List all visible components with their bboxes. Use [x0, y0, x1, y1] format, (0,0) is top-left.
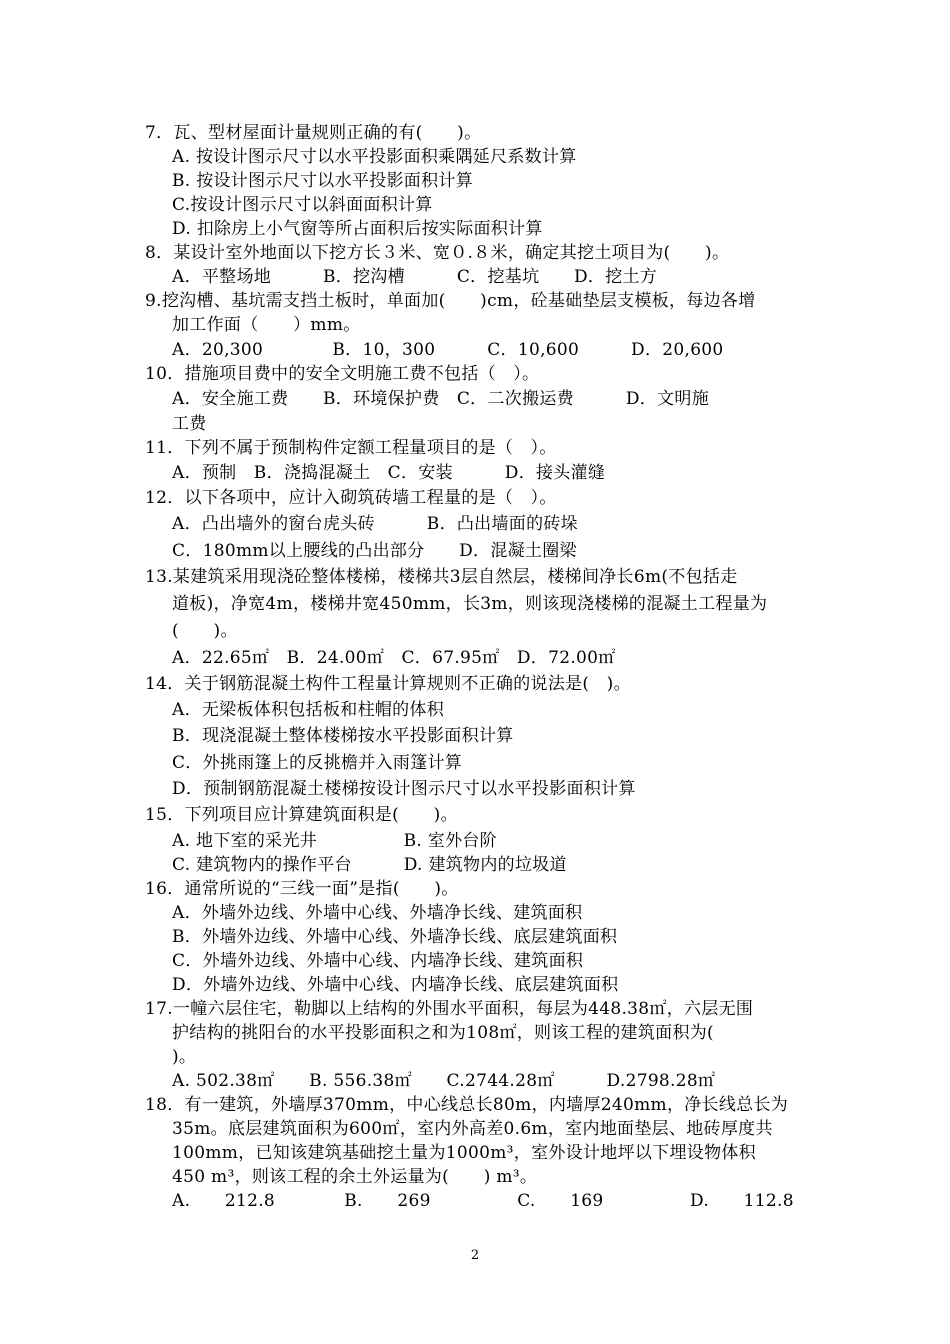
question-16-option-a: A．外墙外边线、外墙中心线、外墙净长线、建筑面积 [172, 903, 583, 923]
question-14-option-c: C．外挑雨篷上的反挑檐并入雨篷计算 [172, 753, 463, 773]
question-14-option-b: B．现浇混凝土整体楼梯按水平投影面积计算 [172, 726, 514, 746]
question-11-options: A．预制 B．浇捣混凝土 C．安装 D．接头灌缝 [172, 463, 606, 483]
question-12-options-cd: C．180mm以上腰线的凸出部分 D．混凝土圈梁 [172, 541, 577, 561]
question-18-options: A. 212.8 B. 269 C. 169 D. 112.8 [172, 1191, 794, 1211]
question-16-option-b: B．外墙外边线、外墙中心线、外墙净长线、底层建筑面积 [172, 927, 618, 947]
question-12-options-ab: A．凸出墙外的窗台虎头砖 B．凸出墙面的砖垛 [172, 514, 578, 534]
question-9-stem-cont: 加工作面（ ）mm。 [172, 315, 361, 335]
question-15-stem: 15．下列项目应计算建筑面积是( )。 [145, 805, 458, 825]
question-7-option-d: D. 扣除房上小气窗等所占面积后按实际面积计算 [172, 219, 543, 239]
question-11-stem: 11．下列不属于预制构件定额工程量项目的是（ ）。 [145, 438, 557, 458]
question-10-options-cont: 工费 [172, 414, 207, 434]
question-17-stem-cont-1: 护结构的挑阳台的水平投影面积之和为108㎡，则该工程的建筑面积为( [172, 1023, 714, 1043]
question-17-stem-cont-2: )。 [172, 1047, 197, 1067]
question-18-stem: 18．有一建筑，外墙厚370mm，中心线总长80m，内墙厚240mm，净长线总长为 [145, 1095, 789, 1115]
question-9-options: A．20,300 B．10，300 C．10,600 D．20,600 [172, 340, 724, 360]
question-16-option-d: D．外墙外边线、外墙中心线、内墙净长线、底层建筑面积 [172, 975, 619, 995]
question-7-option-c: C.按设计图示尺寸以斜面面积计算 [172, 195, 433, 215]
question-12-stem: 12．以下各项中，应计入砌筑砖墙工程量的是（ ）。 [145, 488, 557, 508]
question-18-stem-cont-3: 450 m³，则该工程的余土外运量为( ) m³。 [172, 1167, 538, 1187]
question-15-options-ab: A. 地下室的采光井 B. 室外台阶 [172, 831, 497, 851]
question-13-stem: 13.某建筑采用现浇砼整体楼梯，楼梯共3层自然层，楼梯间净长6m(不包括走 [145, 567, 738, 587]
question-13-stem-cont-2: ( )。 [172, 621, 238, 641]
question-14-option-a: A．无梁板体积包括板和柱帽的体积 [172, 700, 445, 720]
question-17-options: A. 502.38㎡ B. 556.38㎡ C.2744.28㎡ D.2798.28㎡ [172, 1071, 716, 1091]
question-9-stem: 9.挖沟槽、基坑需支挡土板时，单面加( )cm，砼基础垫层支模板，每边各增 [145, 291, 756, 311]
question-7-option-a: A. 按设计图示尺寸以水平投影面积乘隅延尺系数计算 [172, 147, 577, 167]
question-18-stem-cont-1: 35m。底层建筑面积为600㎡，室内外高差0.6m，室内地面垫层、地砖厚度共 [172, 1119, 773, 1139]
page-number: 2 [470, 1248, 480, 1263]
question-17-stem: 17.一幢六层住宅，勒脚以上结构的外围水平面积，每层为448.38㎡，六层无围 [145, 999, 754, 1019]
question-16-stem: 16．通常所说的“三线一面”是指( )。 [145, 879, 459, 899]
question-14-stem: 14．关于钢筋混凝土构件工程量计算规则不正确的说法是( )。 [145, 674, 631, 694]
question-7-option-b: B. 按设计图示尺寸以水平投影面积计算 [172, 171, 473, 191]
question-15-options-cd: C. 建筑物内的操作平台 D. 建筑物内的垃圾道 [172, 855, 567, 875]
question-14-option-d: D．预制钢筋混凝土楼梯按设计图示尺寸以水平投影面积计算 [172, 779, 636, 799]
question-8-options: A．平整场地 B．挖沟槽 C．挖基坑 D．挖土方 [172, 267, 658, 287]
question-18-stem-cont-2: 100mm，已知该建筑基础挖土量为1000m³，室外设计地坪以下埋设物体积 [172, 1143, 756, 1163]
question-7-stem: 7．瓦、型材屋面计量规则正确的有( )。 [145, 123, 482, 143]
question-13-stem-cont-1: 道板)，净宽4m，楼梯井宽450mm，长3m，则该现浇楼梯的混凝土工程量为 [172, 594, 768, 614]
question-10-stem: 10．措施项目费中的安全文明施工费不包括（ ）。 [145, 364, 540, 384]
question-10-options: A．安全施工费 B．环境保护费 C．二次搬运费 D．文明施 [172, 389, 710, 409]
question-8-stem: 8．某设计室外地面以下挖方长３米、宽０.８米，确定其挖土项目为( )。 [145, 243, 730, 263]
question-13-options: A．22.65㎡ B．24.00㎡ C．67.95㎡ D．72.00㎡ [172, 648, 616, 668]
question-16-option-c: C．外墙外边线、外墙中心线、内墙净长线、建筑面积 [172, 951, 584, 971]
